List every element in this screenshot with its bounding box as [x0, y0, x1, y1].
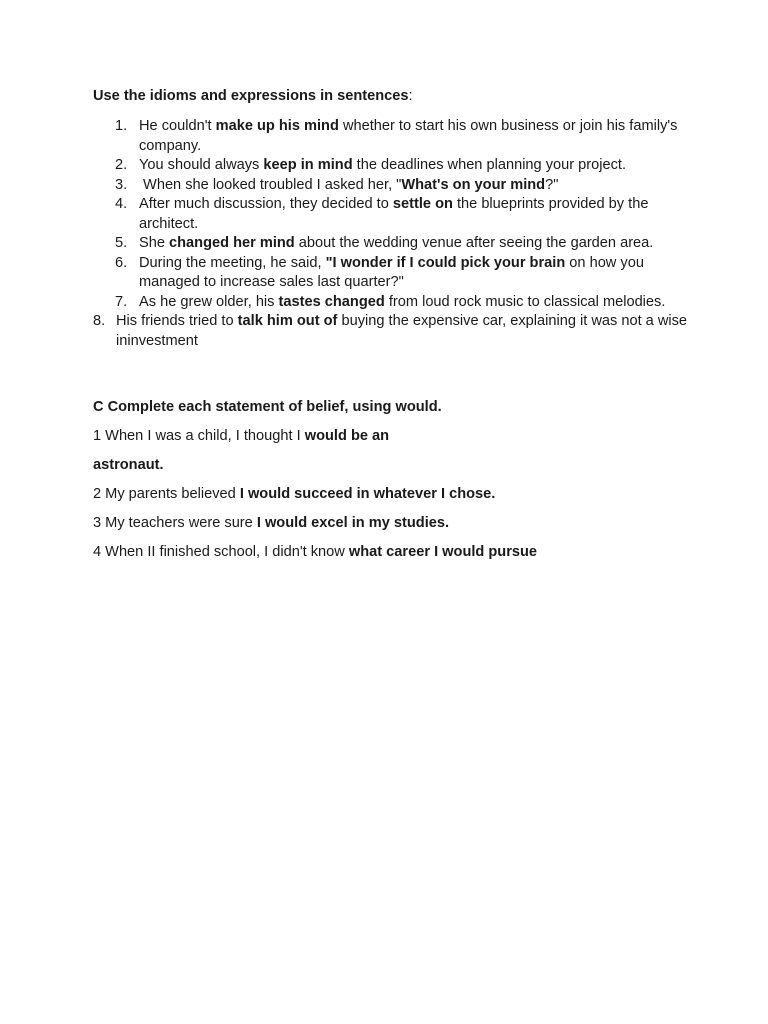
belief-statement-2-answer: I would succeed in whatever I chose. — [239, 486, 496, 502]
list-item-text-after: on how you managed to increase sales last quarter?" — [139, 254, 644, 290]
section-c-title — [93, 399, 442, 416]
list-item-idiom: talk him out of — [237, 313, 338, 329]
list-item-text-after: from loud rock music to classical melodies. — [384, 293, 666, 310]
list-item-idiom: settle on — [392, 196, 453, 212]
list-item-text-before: You should always — [139, 157, 264, 173]
list-item-text-after: whether to start his own business or join his family's company. — [139, 118, 678, 154]
belief-statement-4-answer: what career I would pursue — [348, 544, 538, 560]
instruction-heading — [93, 88, 413, 105]
list-item — [93, 234, 693, 254]
list-item-idiom: "I wonder if I could pick your brain — [325, 254, 566, 271]
belief-statement-2 — [93, 486, 495, 503]
list-item-idiom: make up his mind — [215, 118, 339, 134]
belief-statement-1-text: 1 When I was a child, I thought I — [93, 428, 305, 444]
list-item-idiom: keep in mind — [263, 157, 353, 173]
list-item — [93, 254, 693, 293]
list-item-text-before: She — [139, 235, 170, 251]
list-item — [93, 156, 693, 176]
list-item — [93, 195, 693, 234]
list-item-number: 1. — [115, 118, 128, 134]
list-item-number: 7. — [115, 293, 128, 310]
belief-statement-1 — [93, 428, 389, 445]
list-item-text-after: the blueprints provided by the architect. — [139, 196, 649, 232]
list-item-text-after: the deadlines when planning your project. — [352, 157, 627, 173]
list-item-text-before: When she looked troubled I asked her, " — [139, 176, 402, 193]
list-item-number: 2. — [115, 157, 128, 173]
list-item — [93, 312, 693, 351]
list-item-text-before: He couldn't — [139, 118, 216, 134]
idiom-sentence-list — [93, 117, 693, 351]
list-item — [93, 176, 693, 196]
list-item — [93, 117, 693, 156]
list-item-text-after: ?" — [545, 176, 559, 193]
list-item-text-after: about the wedding venue after seeing the garden area. — [294, 235, 654, 251]
list-item-text-before: As he grew older, his — [139, 293, 279, 310]
belief-statement-4 — [93, 544, 537, 561]
list-item-number: 6. — [115, 254, 128, 271]
section-c-title-text: C Complete each statement of belief, using would. — [93, 399, 442, 415]
list-item-number: 3. — [115, 176, 128, 193]
belief-statement-1-answer: would be an — [304, 428, 390, 444]
list-item-number: 5. — [115, 235, 128, 251]
belief-statement-1-continued — [93, 457, 164, 474]
instruction-heading-colon: : — [408, 88, 413, 104]
belief-statement-2-text: 2 My parents believed — [93, 486, 240, 502]
list-item-number: 4. — [115, 196, 128, 212]
list-item-idiom: What's on your mind — [401, 176, 546, 193]
list-item-text-after: buying the expensive car, explaining it was not a wise ininvestment — [116, 313, 688, 349]
list-item-text-before: During the meeting, he said, — [139, 254, 326, 271]
list-item-text-before: After much discussion, they decided to — [139, 196, 393, 212]
belief-statement-3 — [93, 515, 449, 532]
list-item-idiom: tastes changed — [278, 293, 385, 310]
belief-statement-4-text: 4 When II finished school, I didn't know — [93, 544, 349, 560]
belief-statement-3-answer: I would excel in my studies. — [256, 515, 450, 531]
list-item-text-before: His friends tried to — [116, 313, 238, 329]
list-item-idiom: changed her mind — [169, 235, 295, 251]
list-item — [93, 293, 693, 313]
instruction-heading-text: Use the idioms and expressions in sentences — [93, 88, 409, 104]
list-item-number: 8. — [93, 313, 106, 329]
belief-statement-3-text: 3 My teachers were sure — [93, 515, 257, 531]
belief-statement-1-answer-continued: astronaut. — [93, 457, 164, 473]
